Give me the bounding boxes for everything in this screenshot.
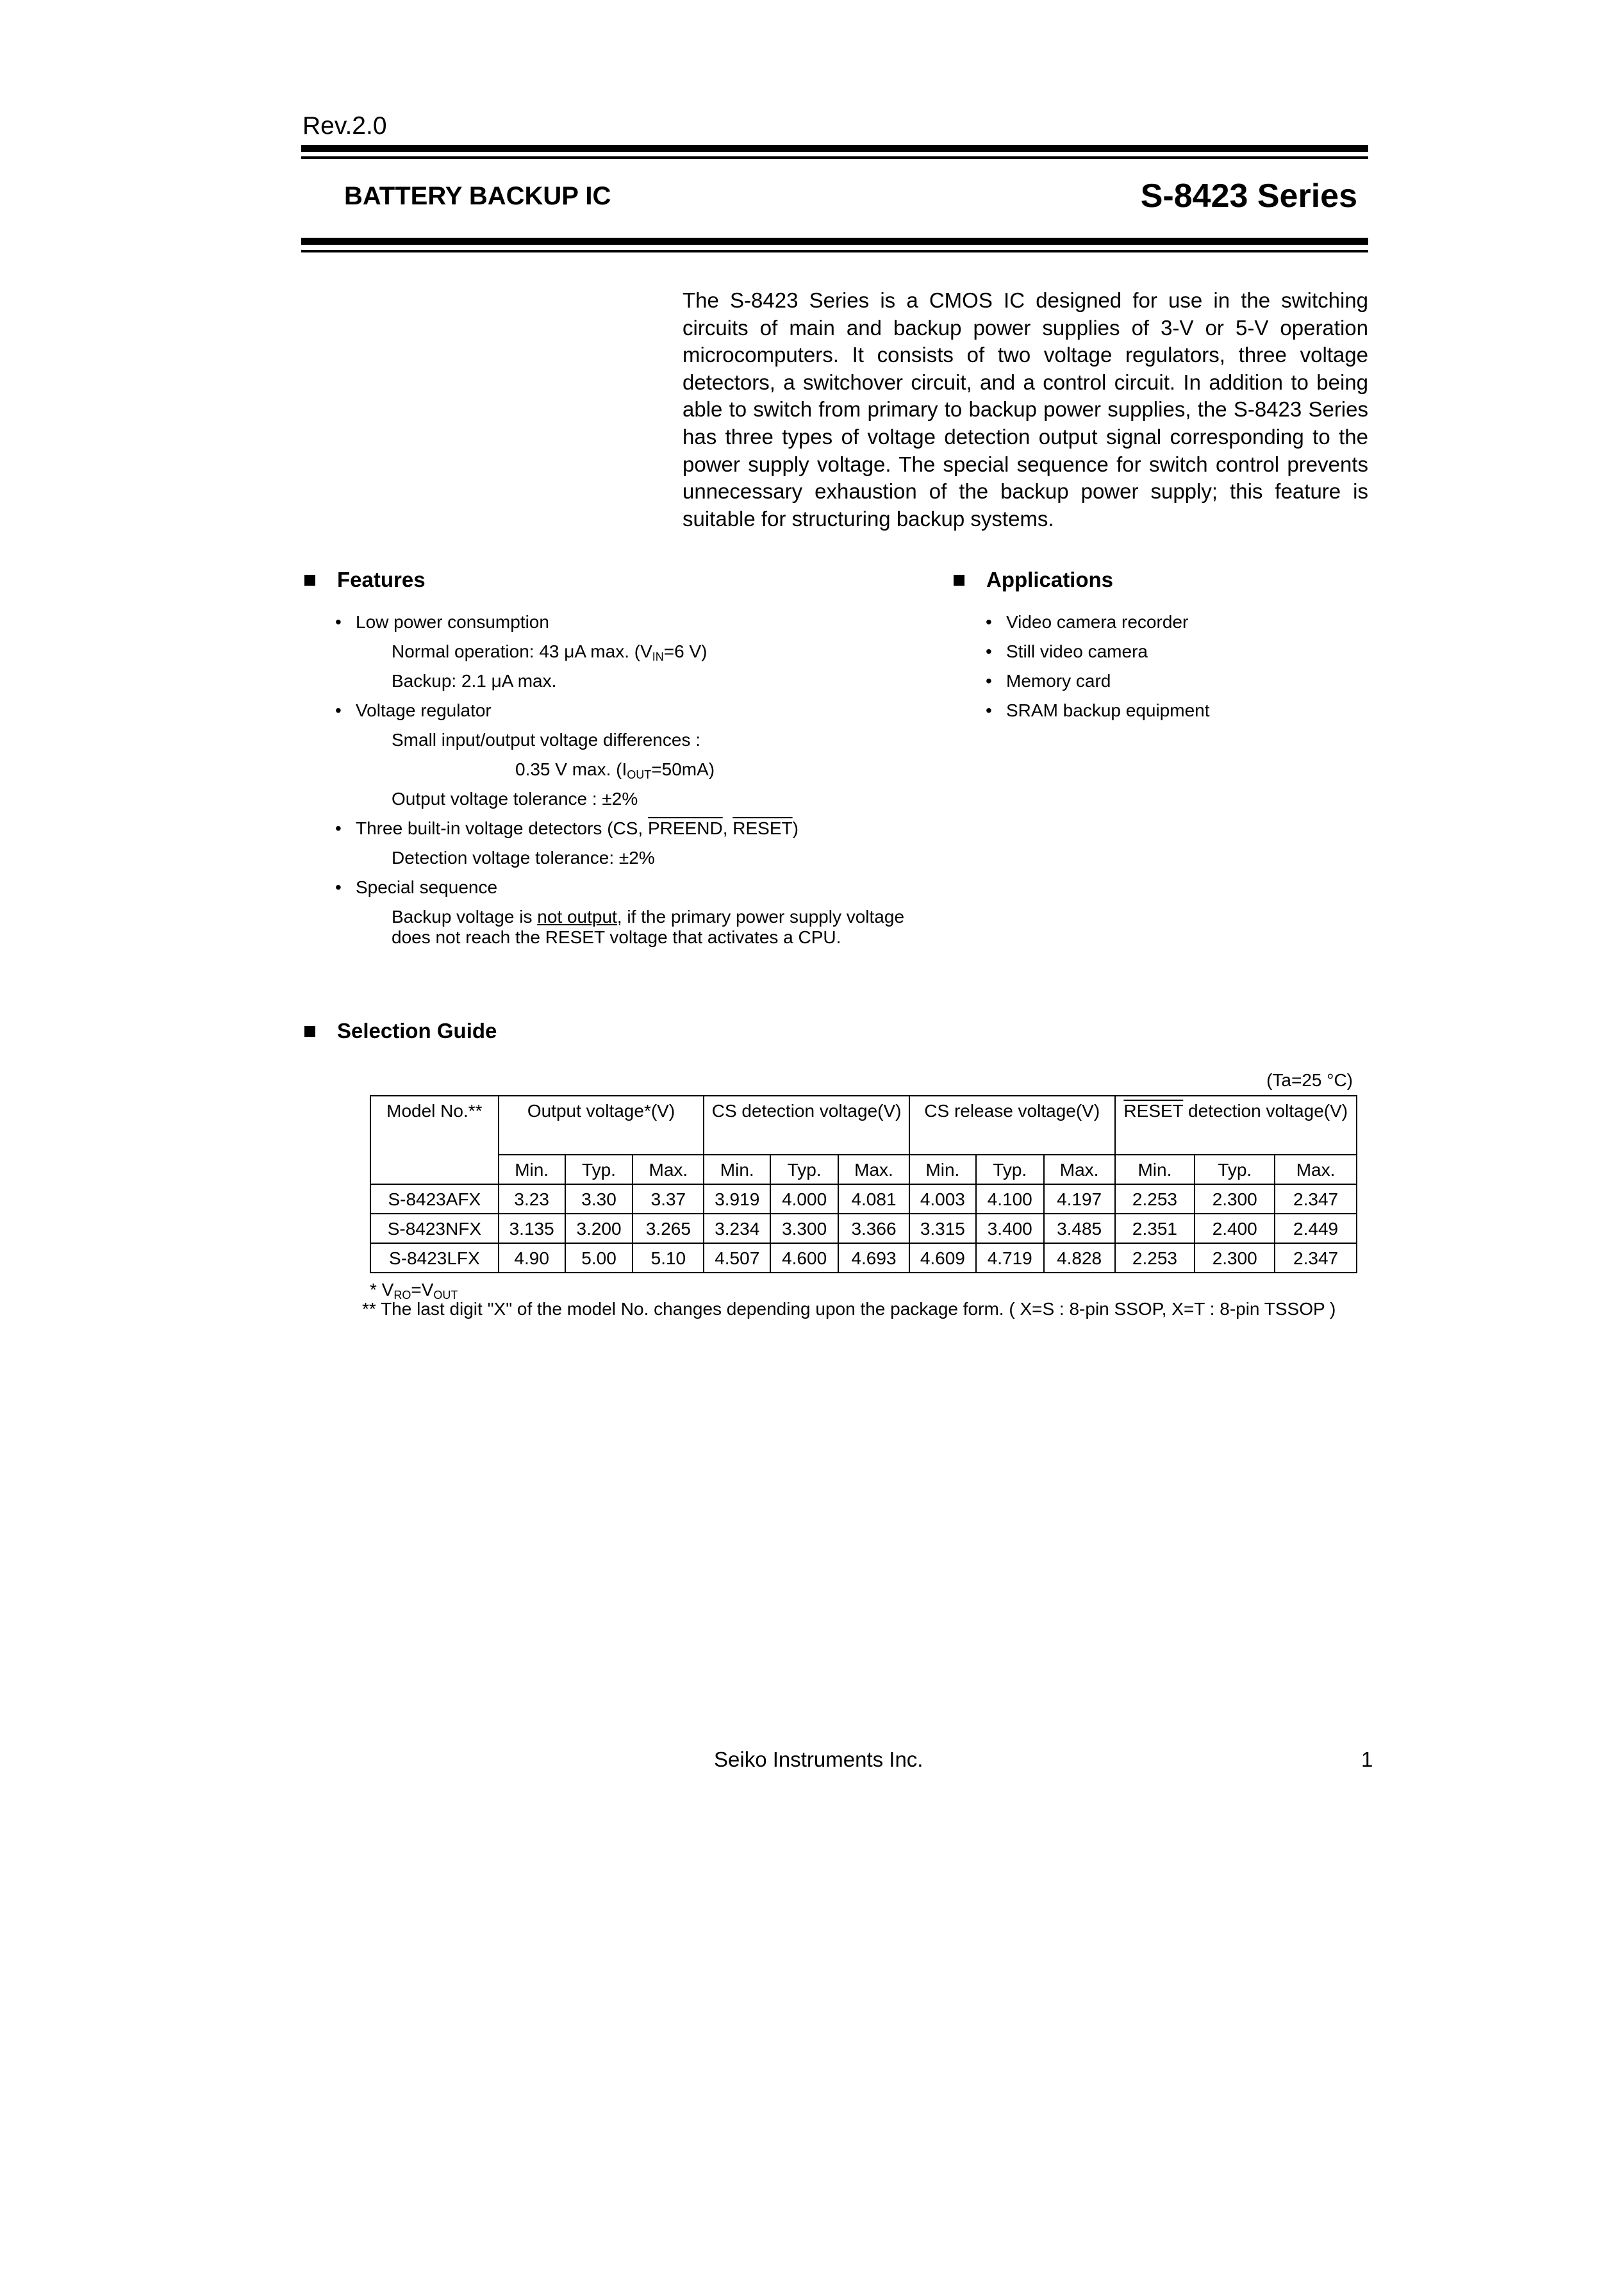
value-cell: 4.507 xyxy=(704,1243,770,1273)
value-cell: 2.253 xyxy=(1115,1243,1195,1273)
value-cell: 2.347 xyxy=(1275,1184,1357,1214)
selection-table xyxy=(370,1095,1357,1273)
table-row xyxy=(370,1214,1357,1243)
square-bullet-icon xyxy=(304,1026,315,1037)
table-note-2: ** The last digit "X" of the model No. changes depending upon the package form. ( X=S : 8-pin SSOP, X=T : 8-pin TSSOP ) xyxy=(362,1299,1336,1319)
application-item: • Video camera recorder xyxy=(1006,612,1188,632)
value-cell: 4.719 xyxy=(976,1243,1044,1273)
value-cell: 2.449 xyxy=(1275,1214,1357,1243)
value-cell: 3.919 xyxy=(704,1184,770,1214)
value-cell: 3.485 xyxy=(1044,1214,1115,1243)
header-min: Min. xyxy=(1115,1155,1195,1184)
value-cell: 3.400 xyxy=(976,1214,1044,1243)
value-cell: 2.347 xyxy=(1275,1243,1357,1273)
header-typ: Typ. xyxy=(565,1155,633,1184)
value-cell: 3.23 xyxy=(499,1184,565,1214)
header-cs-release: CS release voltage(V) xyxy=(909,1096,1115,1155)
header-model: Model No.** xyxy=(370,1096,499,1184)
selection-guide-heading: Selection Guide xyxy=(304,1019,497,1043)
feature-detectors: • Three built-in voltage detectors (CS, PREEND, RESET) xyxy=(356,818,799,839)
value-cell: 2.300 xyxy=(1195,1243,1275,1273)
intro-paragraph: The S-8423 Series is a CMOS IC designed for use in the switching circuits of main and backup power supplies of 3-V or 5-V operation microcomputers. It consists of two voltage regulators, three voltage detectors, a switchover circuit, and a control circuit. In addition to being able to switch from primary to backup power supplies, the S-8423 Series has three types of voltage detection output signal corresponding to the power supply voltage. The special sequence for switch control prevents unnecessary exhaustion of the backup power supply; this feature is suitable for structuring backup systems. xyxy=(683,288,1368,531)
footer-company: Seiko Instruments Inc. xyxy=(714,1747,923,1771)
feature-small-diff: Small input/output voltage differences : xyxy=(392,730,701,750)
header-max: Max. xyxy=(1275,1155,1357,1184)
header-min: Min. xyxy=(704,1155,770,1184)
page-number: 1 xyxy=(1361,1747,1373,1771)
header-typ: Typ. xyxy=(1195,1155,1275,1184)
table-note-1: * $V_{RO}=V_{OUT}$ xyxy=(370,1280,458,1301)
temperature-condition: (Ta=25 °C) xyxy=(1266,1070,1353,1090)
value-cell: 2.400 xyxy=(1195,1214,1275,1243)
square-bullet-icon xyxy=(954,575,964,586)
table-row xyxy=(370,1243,1357,1273)
header-min: Min. xyxy=(909,1155,976,1184)
value-cell: 4.90 xyxy=(499,1243,565,1273)
value-cell: 4.003 xyxy=(909,1184,976,1214)
header-min: Min. xyxy=(499,1155,565,1184)
title-rule-thick xyxy=(301,238,1368,245)
header-max: Max. xyxy=(838,1155,909,1184)
feature-special-sequence: • Special sequence xyxy=(356,877,497,898)
application-item: • SRAM backup equipment xyxy=(1006,700,1210,721)
header-rule-thick xyxy=(301,145,1368,152)
value-cell: 4.100 xyxy=(976,1184,1044,1214)
model-cell: S-8423LFX xyxy=(370,1243,499,1273)
features-heading: Features xyxy=(304,568,426,592)
value-cell: 4.693 xyxy=(838,1243,909,1273)
header-rule-thin xyxy=(301,156,1368,159)
value-cell: 3.200 xyxy=(565,1214,633,1243)
series-title: S-8423 Series xyxy=(1140,178,1357,215)
value-cell: 5.00 xyxy=(565,1243,633,1273)
application-item: • Still video camera xyxy=(1006,641,1148,662)
feature-special-line-1: Backup voltage is not output, if the primary power supply voltage xyxy=(392,907,905,927)
value-cell: 4.600 xyxy=(770,1243,838,1273)
feature-detection-tolerance: Detection voltage tolerance: ±2% xyxy=(392,848,655,868)
feature-output-tolerance: Output voltage tolerance : ±2% xyxy=(392,789,638,809)
value-cell: 3.234 xyxy=(704,1214,770,1243)
value-cell: 3.366 xyxy=(838,1214,909,1243)
header-typ: Typ. xyxy=(976,1155,1044,1184)
value-cell: 2.351 xyxy=(1115,1214,1195,1243)
value-cell: 4.609 xyxy=(909,1243,976,1273)
value-cell: 5.10 xyxy=(633,1243,704,1273)
header-max: Max. xyxy=(633,1155,704,1184)
table-row xyxy=(370,1184,1357,1214)
title-rule-thin xyxy=(301,250,1368,252)
header-reset-detection: RESET detection voltage(V) xyxy=(1115,1096,1357,1155)
header-max: Max. xyxy=(1044,1155,1115,1184)
header-cs-detection: CS detection voltage(V) xyxy=(704,1096,909,1155)
applications-heading: Applications xyxy=(954,568,1113,592)
value-cell: 3.315 xyxy=(909,1214,976,1243)
value-cell: 3.135 xyxy=(499,1214,565,1243)
value-cell: 2.253 xyxy=(1115,1184,1195,1214)
value-cell: 4.197 xyxy=(1044,1184,1115,1214)
value-cell: 3.37 xyxy=(633,1184,704,1214)
feature-special-line-2: does not reach the RESET voltage that activates a CPU. xyxy=(392,927,841,947)
value-cell: 4.000 xyxy=(770,1184,838,1214)
value-cell: 2.300 xyxy=(1195,1184,1275,1214)
value-cell: 4.828 xyxy=(1044,1243,1115,1273)
product-category: BATTERY BACKUP IC xyxy=(344,182,611,210)
header-typ: Typ. xyxy=(770,1155,838,1184)
model-cell: S-8423AFX xyxy=(370,1184,499,1214)
feature-regulator: • Voltage regulator xyxy=(356,700,492,721)
value-cell: 3.30 xyxy=(565,1184,633,1214)
value-cell: 3.300 xyxy=(770,1214,838,1243)
value-cell: 3.265 xyxy=(633,1214,704,1243)
model-cell: S-8423NFX xyxy=(370,1214,499,1243)
application-item: • Memory card xyxy=(1006,671,1111,691)
feature-backup: Backup: 2.1 μA max. xyxy=(392,671,557,691)
revision-label: Rev.2.0 xyxy=(302,112,387,140)
header-output-voltage: Output voltage*(V) xyxy=(499,1096,704,1155)
feature-low-power: • Low power consumption xyxy=(356,612,549,632)
square-bullet-icon xyxy=(304,575,315,586)
value-cell: 4.081 xyxy=(838,1184,909,1214)
feature-normal-operation: Normal operation: 43 μA max. ($V_{IN}=6$ V) xyxy=(392,641,708,663)
feature-dropout: 0.35 V max. $(I_{OUT}=50mA)$ xyxy=(515,759,715,781)
